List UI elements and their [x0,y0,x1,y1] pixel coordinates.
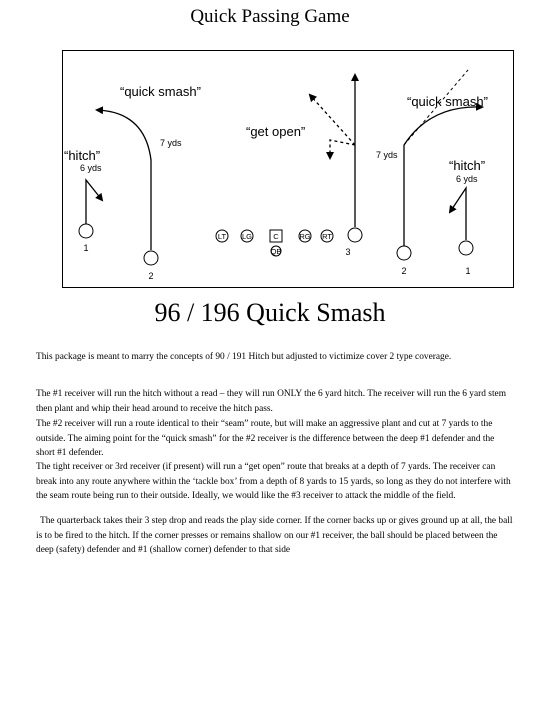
label-hitch-left: “hitch” [64,148,101,163]
label-lt: LT [217,232,227,241]
paragraph-receiver-2: The #2 receiver will run a route identical to their “seam” route, but will make an aggressive plant and cut at 7 yards to the outside. The aiming point for the “quick smash” for the #2 receiver is the difference between the deep #1 defender and the short #1 defender. [36,419,495,459]
receiver-right-2 [397,246,411,260]
label-hitch-right: “hitch” [449,158,486,173]
receiver-right-1 [459,241,473,255]
number-tight-3: 3 [345,247,351,257]
label-qb: QB [270,247,282,256]
paragraph-intro: This package is meant to marry the concepts of 90 / 191 Hitch but adjusted to victimize cover 2 type coverage. [36,352,452,362]
number-right-2: 2 [401,266,407,276]
left-1-hitch-route [86,180,102,224]
right-2-smash-route [404,107,482,145]
number-left-1: 1 [83,243,89,253]
label-rg: RG [299,232,311,241]
receiver-tight-3 [348,228,362,242]
number-right-1: 1 [465,266,471,276]
label-hitch-left-yds: 6 yds [80,163,102,173]
label-rt: RT [322,232,332,241]
label-get-open: “get open” [246,124,306,139]
label-seven-yds-left: 7 yds [160,138,182,148]
label-c: C [273,232,279,241]
paragraph-receiver-3: The tight receiver or 3rd receiver (if present) will run a “get open” route that breaks at a depth of 7 yards. The receiver can break into any route anywhere within the ‘tackle box’ from a depth of 8 yards to 15 yards, so long as they do not interfere with the seam route being run to their outside. Ideally, we would like the #3 receiver to attack the middle of the field. [36,462,511,502]
label-seven-yds-right: 7 yds [376,150,398,160]
play-name: 96 / 196 Quick Smash [154,298,386,327]
label-lg: LG [241,232,253,241]
left-2-smash-route [97,110,151,250]
number-left-2: 2 [148,271,154,281]
label-quick-smash-right: “quick smash” [407,94,488,109]
page-title: Quick Passing Game [190,6,350,27]
receiver-left-2 [144,251,158,265]
paragraph-receiver-1: The #1 receiver will run the hitch without a read – they will run ONLY the 6 yard hitch. The receiver will run the 6 yard stem then plant and whip their head around to receive the hitch pass. [36,389,507,414]
label-hitch-right-yds: 6 yds [456,174,478,184]
paragraph-quarterback: The quarterback takes their 3 step drop and reads the play side corner. If the corner backs up or gives ground up at all, the ball is to be fired to the hitch. If the corner presses or remains shallow on our #1 receiver, the ball should be placed between the deep (safety) defender and #1 (shallow corner) defender to that side [36,516,513,556]
label-quick-smash-left: “quick smash” [120,84,201,99]
play-diagram [0,0,540,300]
get-open-option-route-2 [330,140,355,158]
right-1-hitch-route [450,188,466,240]
get-open-option-route [310,95,355,145]
receiver-left-1 [79,224,93,238]
